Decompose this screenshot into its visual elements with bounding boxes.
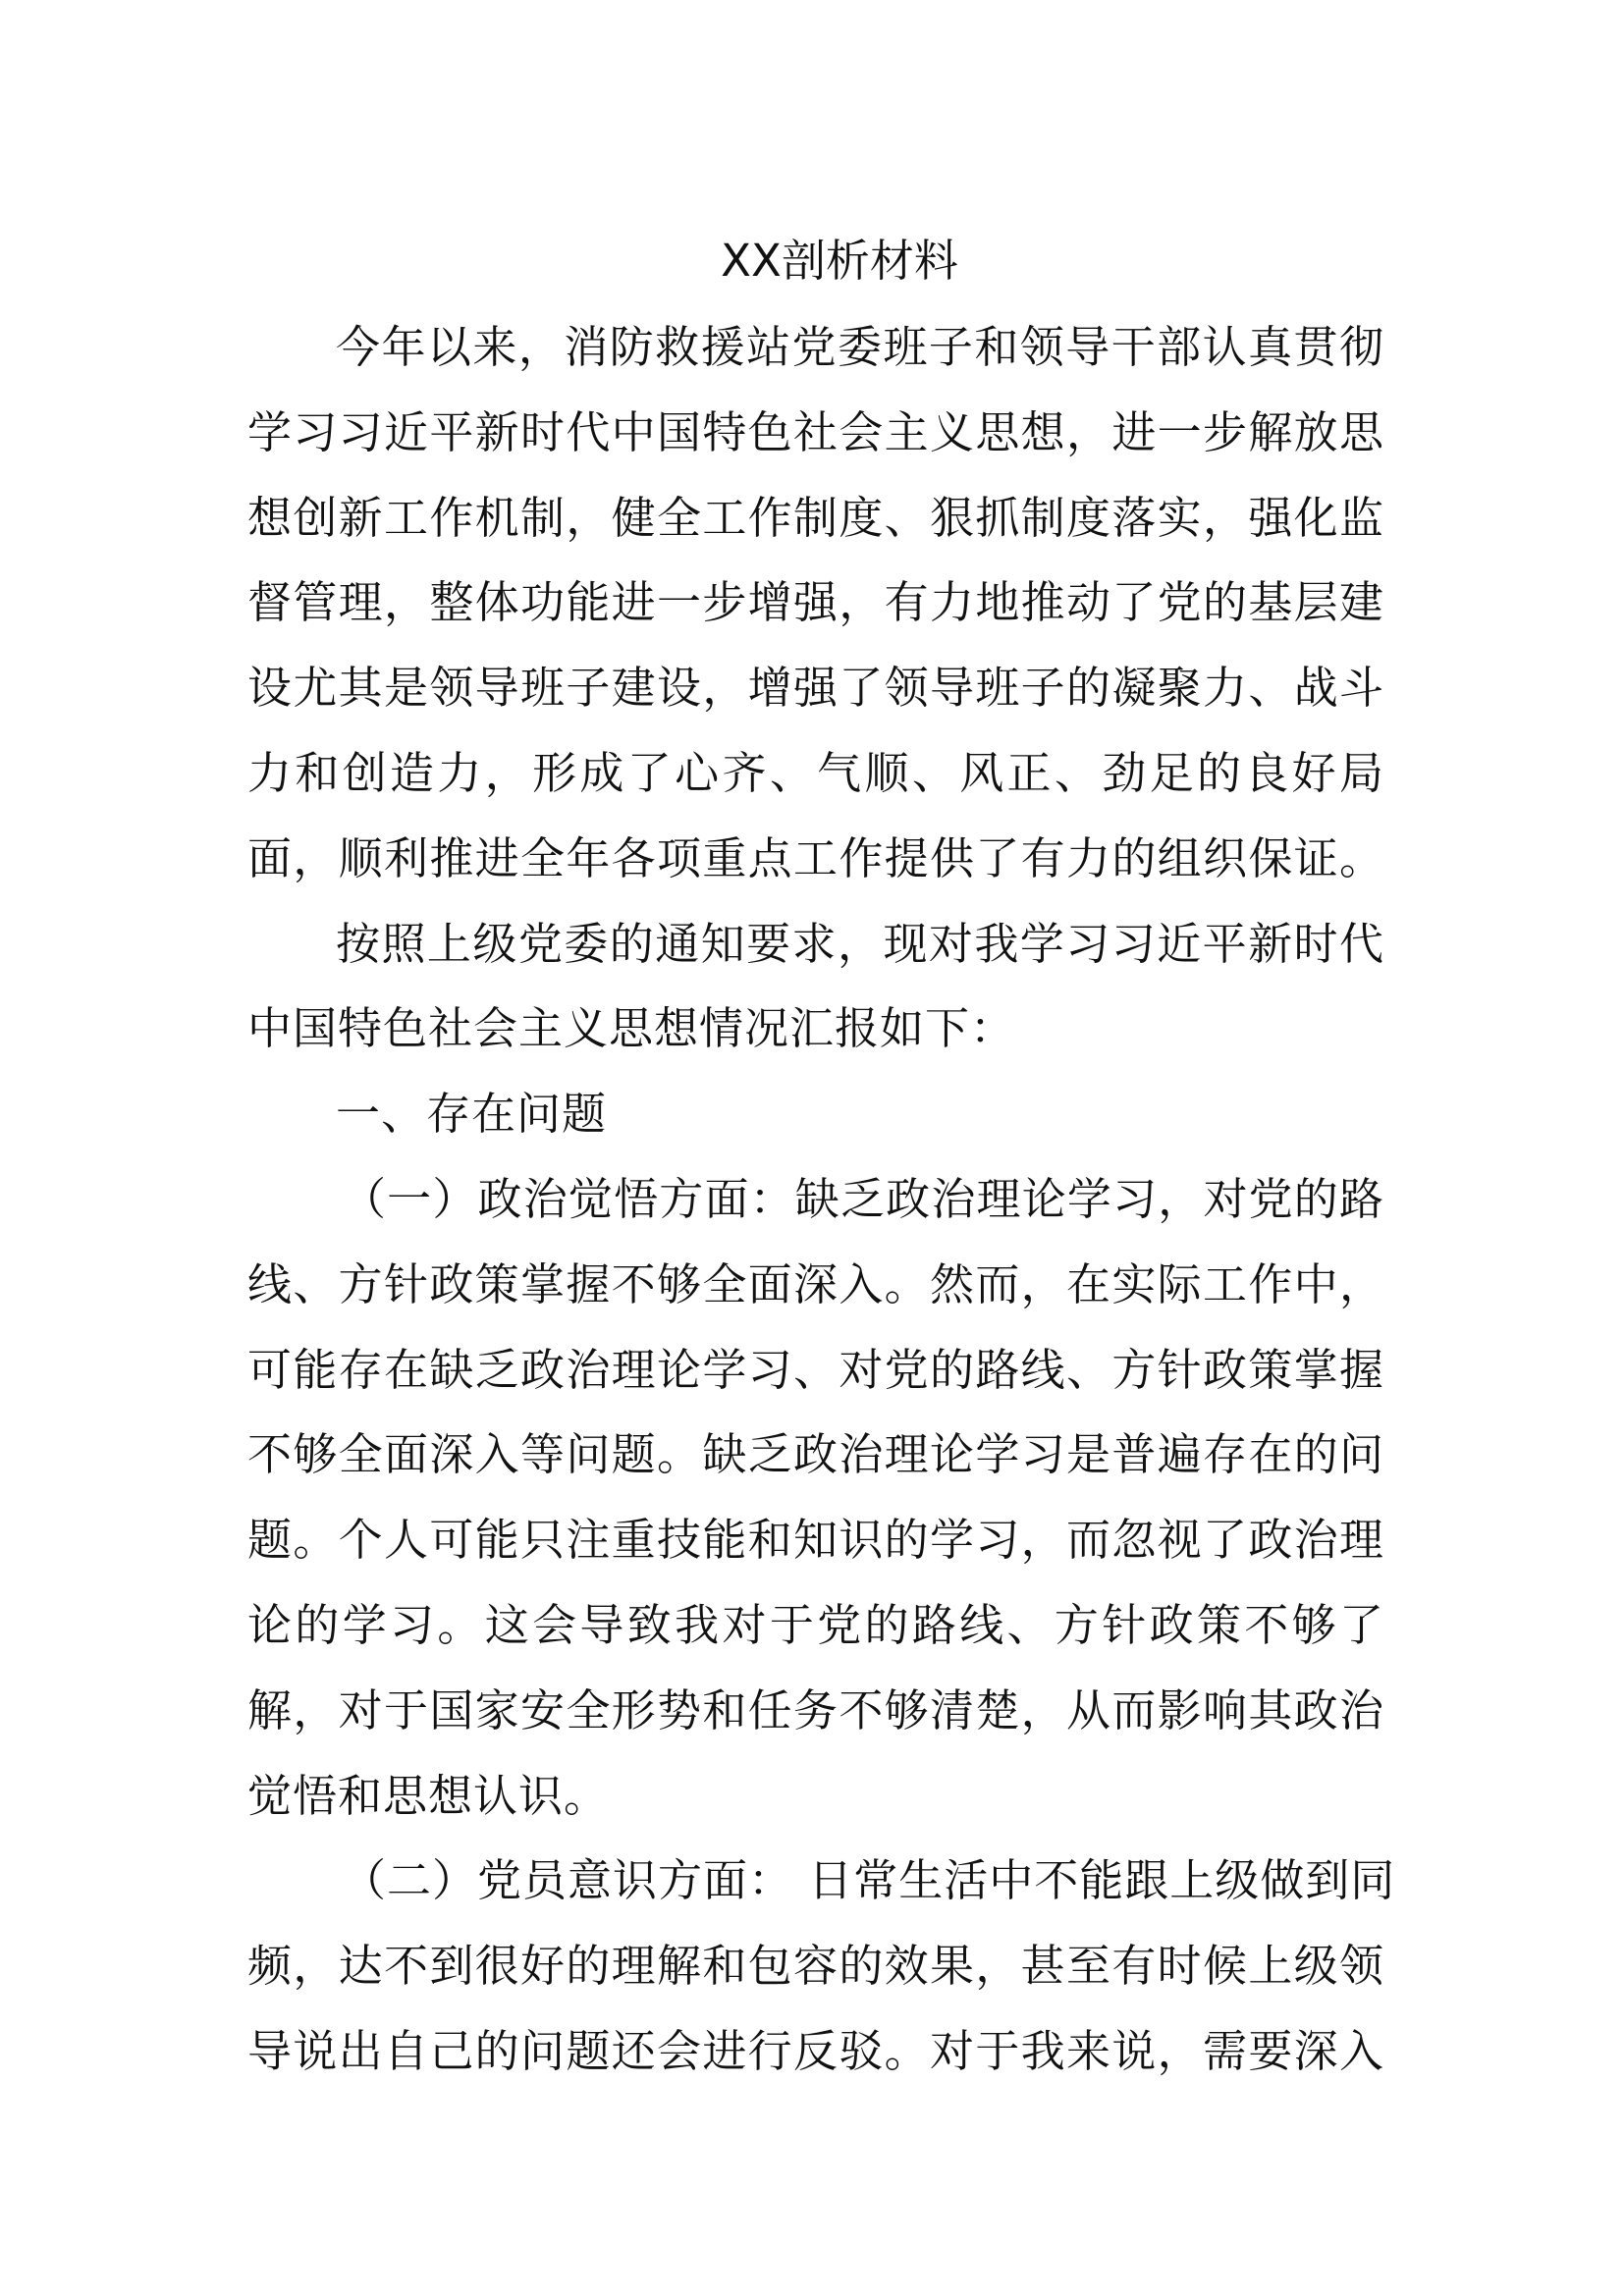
paragraph-1-line: 学习习近平新时代中国特色社会主义思想，进一步解放思 (247, 405, 1384, 458)
paragraph-4-line: 论的学习。这会导致我对于党的路线、方针政策不够了 (247, 1599, 1384, 1651)
paragraph-3-line: 一、存在问题 (336, 1088, 608, 1141)
paragraph-1-line: 设尤其是领导班子建设，增强了领导班子的凝聚力、战斗 (247, 662, 1384, 715)
paragraph-5-line: 频，达不到很好的理解和包容的效果，甚至有时候上级领 (247, 1940, 1384, 1993)
paragraph-5-line: （二）党员意识方面： 日常生活中不能跟上级做到同 (342, 1854, 1396, 1907)
paragraph-2-line: 中国特色社会主义思想情况汇报如下： (247, 1002, 1016, 1055)
paragraph-4-line: 线、方针政策掌握不够全面深入。然而，在实际工作中， (247, 1257, 1384, 1310)
paragraph-1-line: 今年以来，消防救援站党委班子和领导干部认真贯彻 (336, 321, 1384, 373)
paragraph-4-line: 解，对于国家安全形势和任务不够清楚，从而影响其政治 (247, 1683, 1384, 1736)
paragraph-1-line: 想创新工作机制，健全工作制度、狠抓制度落实，强化监 (247, 491, 1384, 544)
paragraph-2-line: 按照上级党委的通知要求，现对我学习习近平新时代 (336, 917, 1384, 970)
paragraph-1-line: 督管理，整体功能进一步增强，有力地推动了党的基层建 (247, 576, 1384, 629)
paragraph-5-line: 导说出自己的问题还会进行反驳。对于我来说，需要深入 (247, 2025, 1384, 2077)
paragraph-4-line: （一）政治觉悟方面：缺乏政治理论学习，对党的路 (342, 1173, 1384, 1225)
paragraph-4-line: 不够全面深入等问题。缺乏政治理论学习是普遍存在的问 (247, 1428, 1384, 1481)
paragraph-4-line: 觉悟和思想认识。 (247, 1769, 610, 1822)
paragraph-1-line: 力和创造力，形成了心齐、气顺、风正、劲足的良好局 (247, 747, 1384, 799)
document-title: XX剖析材料 (721, 235, 958, 287)
paragraph-4-line: 可能存在缺乏政治理论学习、对党的路线、方针政策掌握 (247, 1343, 1384, 1396)
paragraph-4-line: 题。个人可能只注重技能和知识的学习，而忽视了政治理 (247, 1514, 1384, 1567)
paragraph-1-line: 面，顺利推进全年各项重点工作提供了有力的组织保证。 (247, 831, 1384, 884)
